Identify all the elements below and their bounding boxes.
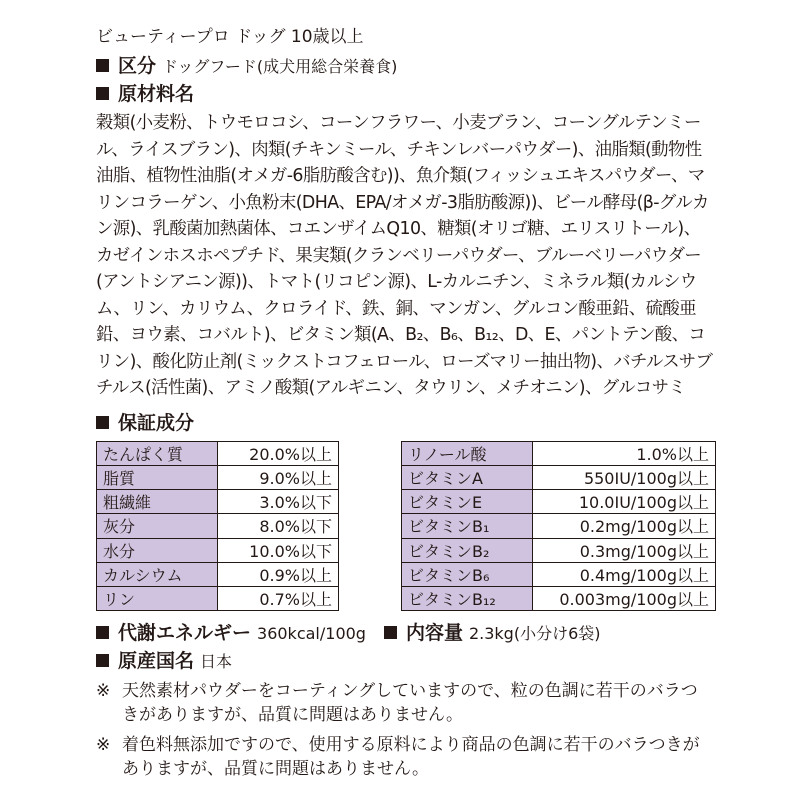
nutrient-name: ビタミンB₁₂ [402, 586, 533, 610]
notes [96, 679, 716, 781]
guarantee-row [402, 538, 716, 562]
nutrient-name: ビタミンB₁ [402, 514, 533, 538]
category-value: ドッグフード(成犬用総合栄養食) [162, 57, 398, 76]
note-item [96, 679, 716, 727]
ingredients-heading [96, 80, 716, 108]
nutrient-value: 0.3mg/100g以上 [533, 538, 716, 562]
category-heading [96, 52, 716, 80]
nutrient-name: ビタミンA [402, 466, 533, 490]
origin-label: 原産国名 [118, 650, 195, 672]
ingredients-text: 穀類(小麦粉、トウモロコシ、コーンフラワー、小麦ブラン、コーングルテンミール、ライスブラン)、肉類(チキンミール、チキンレバーパウダー)、油脂類(動物性油脂、植物性油脂(オメガ-6脂肪酸含む))、魚介類(フィッシュエキスパウダー、マリンコラーゲン、小魚粉末(DHA、EPA/オメガ-3脂肪酸源))、ビール酵母(β-グルカン源)、乳酸菌加熱菌体、コエンザイムQ10、糖類(オリゴ糖、エリスリトール)、カゼインホスホペプチド、果実類(クランベリーパウダー、ブルーベリーパウダー(アントシアニン源))、トマト(リコピン源)、L-カルニチン、ミネラル類(カルシウム、リン、カリウム、クロライド、鉄、銅、マンガン、グルコン酸亜鉛、硫酸亜鉛、ヨウ素、コバルト)、ビタミン類(A、B₂、B₆、B₁₂、D、E、パントテン酸、コリン)、酸化防止剤(ミックストコフェロール、ローズマリー抽出物)、バチルスサブチルス(活性菌)、アミノ酸類(アルギニン、タウリン、メチオニン)、グルコサミ [96, 113, 713, 398]
nutrient-name: ビタミンE [402, 490, 533, 514]
note-mark: ※ [96, 735, 111, 755]
nutrient-name: ビタミンB₂ [402, 538, 533, 562]
nutrient-value: 3.0%以下 [218, 490, 339, 514]
note-item [96, 733, 716, 781]
nutrient-value: 8.0%以下 [218, 514, 339, 538]
ingredients-label: 原材料名 [118, 83, 195, 105]
guarantee-row [97, 538, 339, 562]
nutrient-name: たんぱく質 [97, 442, 218, 466]
energy-value: 360kcal/100g [257, 624, 366, 643]
nutrient-value: 0.9%以上 [218, 562, 339, 586]
nutrient-name: カルシウム [97, 562, 218, 586]
nutrient-name: リン [97, 586, 218, 610]
nutrient-name: リノール酸 [402, 442, 533, 466]
guarantee-row [97, 514, 339, 538]
guarantee-row [402, 562, 716, 586]
square-bullet-icon [96, 59, 109, 72]
square-bullet-icon [96, 416, 109, 429]
square-bullet-icon [96, 626, 109, 639]
guarantee-row [97, 562, 339, 586]
nutrient-value: 0.7%以上 [218, 586, 339, 610]
nutrient-name: 粗繊維 [97, 490, 218, 514]
guarantee-row [97, 586, 339, 610]
note-mark: ※ [96, 681, 111, 701]
energy-label: 代謝エネルギー [118, 622, 252, 644]
nutrient-name: ビタミンB₆ [402, 562, 533, 586]
label-page [96, 24, 716, 787]
guarantee-tables [96, 441, 716, 611]
content-value: 2.3kg(小分け6袋) [468, 624, 601, 643]
guarantee-heading [96, 409, 716, 437]
origin-heading [96, 647, 716, 675]
guarantee-label: 保証成分 [118, 412, 195, 434]
nutrient-value: 20.0%以上 [218, 442, 339, 466]
square-bullet-icon [96, 87, 109, 100]
nutrient-value: 10.0IU/100g以上 [533, 490, 716, 514]
guarantee-table-left [96, 441, 339, 611]
nutrient-value: 1.0%以上 [533, 442, 716, 466]
guarantee-row [402, 514, 716, 538]
guarantee-row [402, 466, 716, 490]
square-bullet-icon [96, 654, 109, 667]
nutrient-name: 脂質 [97, 466, 218, 490]
origin-value: 日本 [200, 652, 233, 671]
square-bullet-icon [384, 626, 397, 639]
nutrient-value: 0.003mg/100g以上 [533, 586, 716, 610]
guarantee-row [97, 490, 339, 514]
nutrient-name: 水分 [97, 538, 218, 562]
guarantee-row [97, 466, 339, 490]
nutrient-value: 0.4mg/100g以上 [533, 562, 716, 586]
category-label: 区分 [118, 55, 157, 77]
nutrient-value: 10.0%以下 [218, 538, 339, 562]
product-title: ビューティープロ ドッグ 10歳以上 [96, 27, 364, 47]
guarantee-table-right [401, 441, 716, 611]
guarantee-row [97, 442, 339, 466]
guarantee-row [402, 586, 716, 610]
nutrient-value: 0.2mg/100g以上 [533, 514, 716, 538]
note-text: 天然素材パウダーをコーティングしていますので、粒の色調に若干のバラつきがありますが、品質に問題はありません。 [122, 681, 698, 725]
energy-heading [96, 619, 366, 647]
guarantee-row [402, 490, 716, 514]
content-heading [384, 619, 601, 647]
note-text: 着色料無添加ですので、使用する原料により商品の色調に若干のバラつきがありますが、品質に問題はありません。 [122, 735, 700, 779]
energy-content-row [96, 619, 716, 647]
nutrient-name: 灰分 [97, 514, 218, 538]
guarantee-row [402, 442, 716, 466]
nutrient-value: 9.0%以上 [218, 466, 339, 490]
nutrient-value: 550IU/100g以上 [533, 466, 716, 490]
content-label: 内容量 [405, 622, 463, 644]
